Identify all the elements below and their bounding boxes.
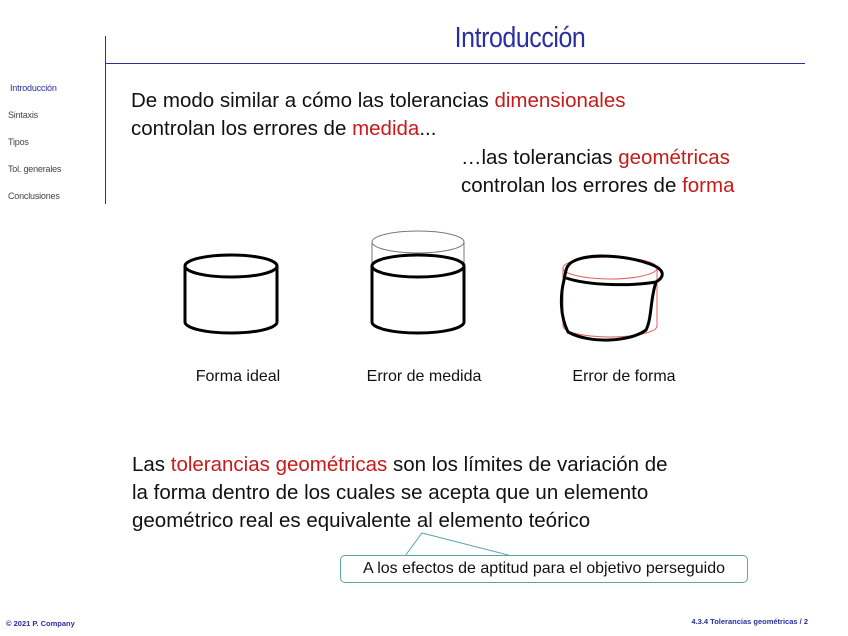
footer-page: 4.3.4 Tolerancias geométricas / 2 bbox=[691, 617, 808, 626]
caption-medida: Error de medida bbox=[366, 368, 482, 385]
slide-title: Introducción bbox=[454, 22, 586, 54]
footer-copyright: © 2021 P. Company bbox=[6, 619, 75, 628]
caption-forma: Error de forma bbox=[572, 368, 676, 385]
intro-line-4: controlan los errores de forma bbox=[461, 174, 735, 197]
highlight-dimensionales: dimensionales bbox=[494, 89, 626, 112]
nav-item-conclusiones[interactable]: Conclusiones bbox=[8, 191, 60, 201]
form-error-cylinder bbox=[561, 256, 662, 340]
ideal-cylinder bbox=[185, 255, 277, 333]
highlight-geometricas: geométricas bbox=[618, 146, 730, 169]
intro-line-2: controlan los errores de medida... bbox=[131, 117, 437, 140]
definition-line-3: geométrico real es equivalente al elemento teórico bbox=[132, 509, 591, 532]
definition-line-1: Las tolerancias geométricas son los límites de variación de bbox=[132, 453, 668, 476]
callout-box: A los efectos de aptitud para el objetivo perseguido bbox=[340, 555, 748, 583]
nav-item-tipos[interactable]: Tipos bbox=[8, 137, 29, 147]
intro-line-1: De modo similar a cómo las tolerancias dimensionales bbox=[131, 89, 626, 112]
highlight-forma: forma bbox=[682, 174, 735, 197]
caption-ideal: Forma ideal bbox=[195, 368, 281, 385]
highlight-medida: medida bbox=[352, 117, 420, 140]
highlight-tolerancias-geometricas: tolerancias geométricas bbox=[170, 453, 388, 476]
nav-item-sintaxis[interactable]: Sintaxis bbox=[8, 110, 38, 120]
definition-line-2: la forma dentro de los cuales se acepta que un elemento bbox=[132, 481, 649, 504]
nav-item-tol-generales[interactable]: Tol. generales bbox=[8, 164, 62, 174]
callout-pointer bbox=[405, 533, 512, 556]
nav-item-introduccion[interactable]: Introducción bbox=[10, 83, 57, 93]
measure-error-cylinder bbox=[372, 231, 464, 333]
intro-line-3: …las tolerancias geométricas bbox=[461, 146, 730, 169]
